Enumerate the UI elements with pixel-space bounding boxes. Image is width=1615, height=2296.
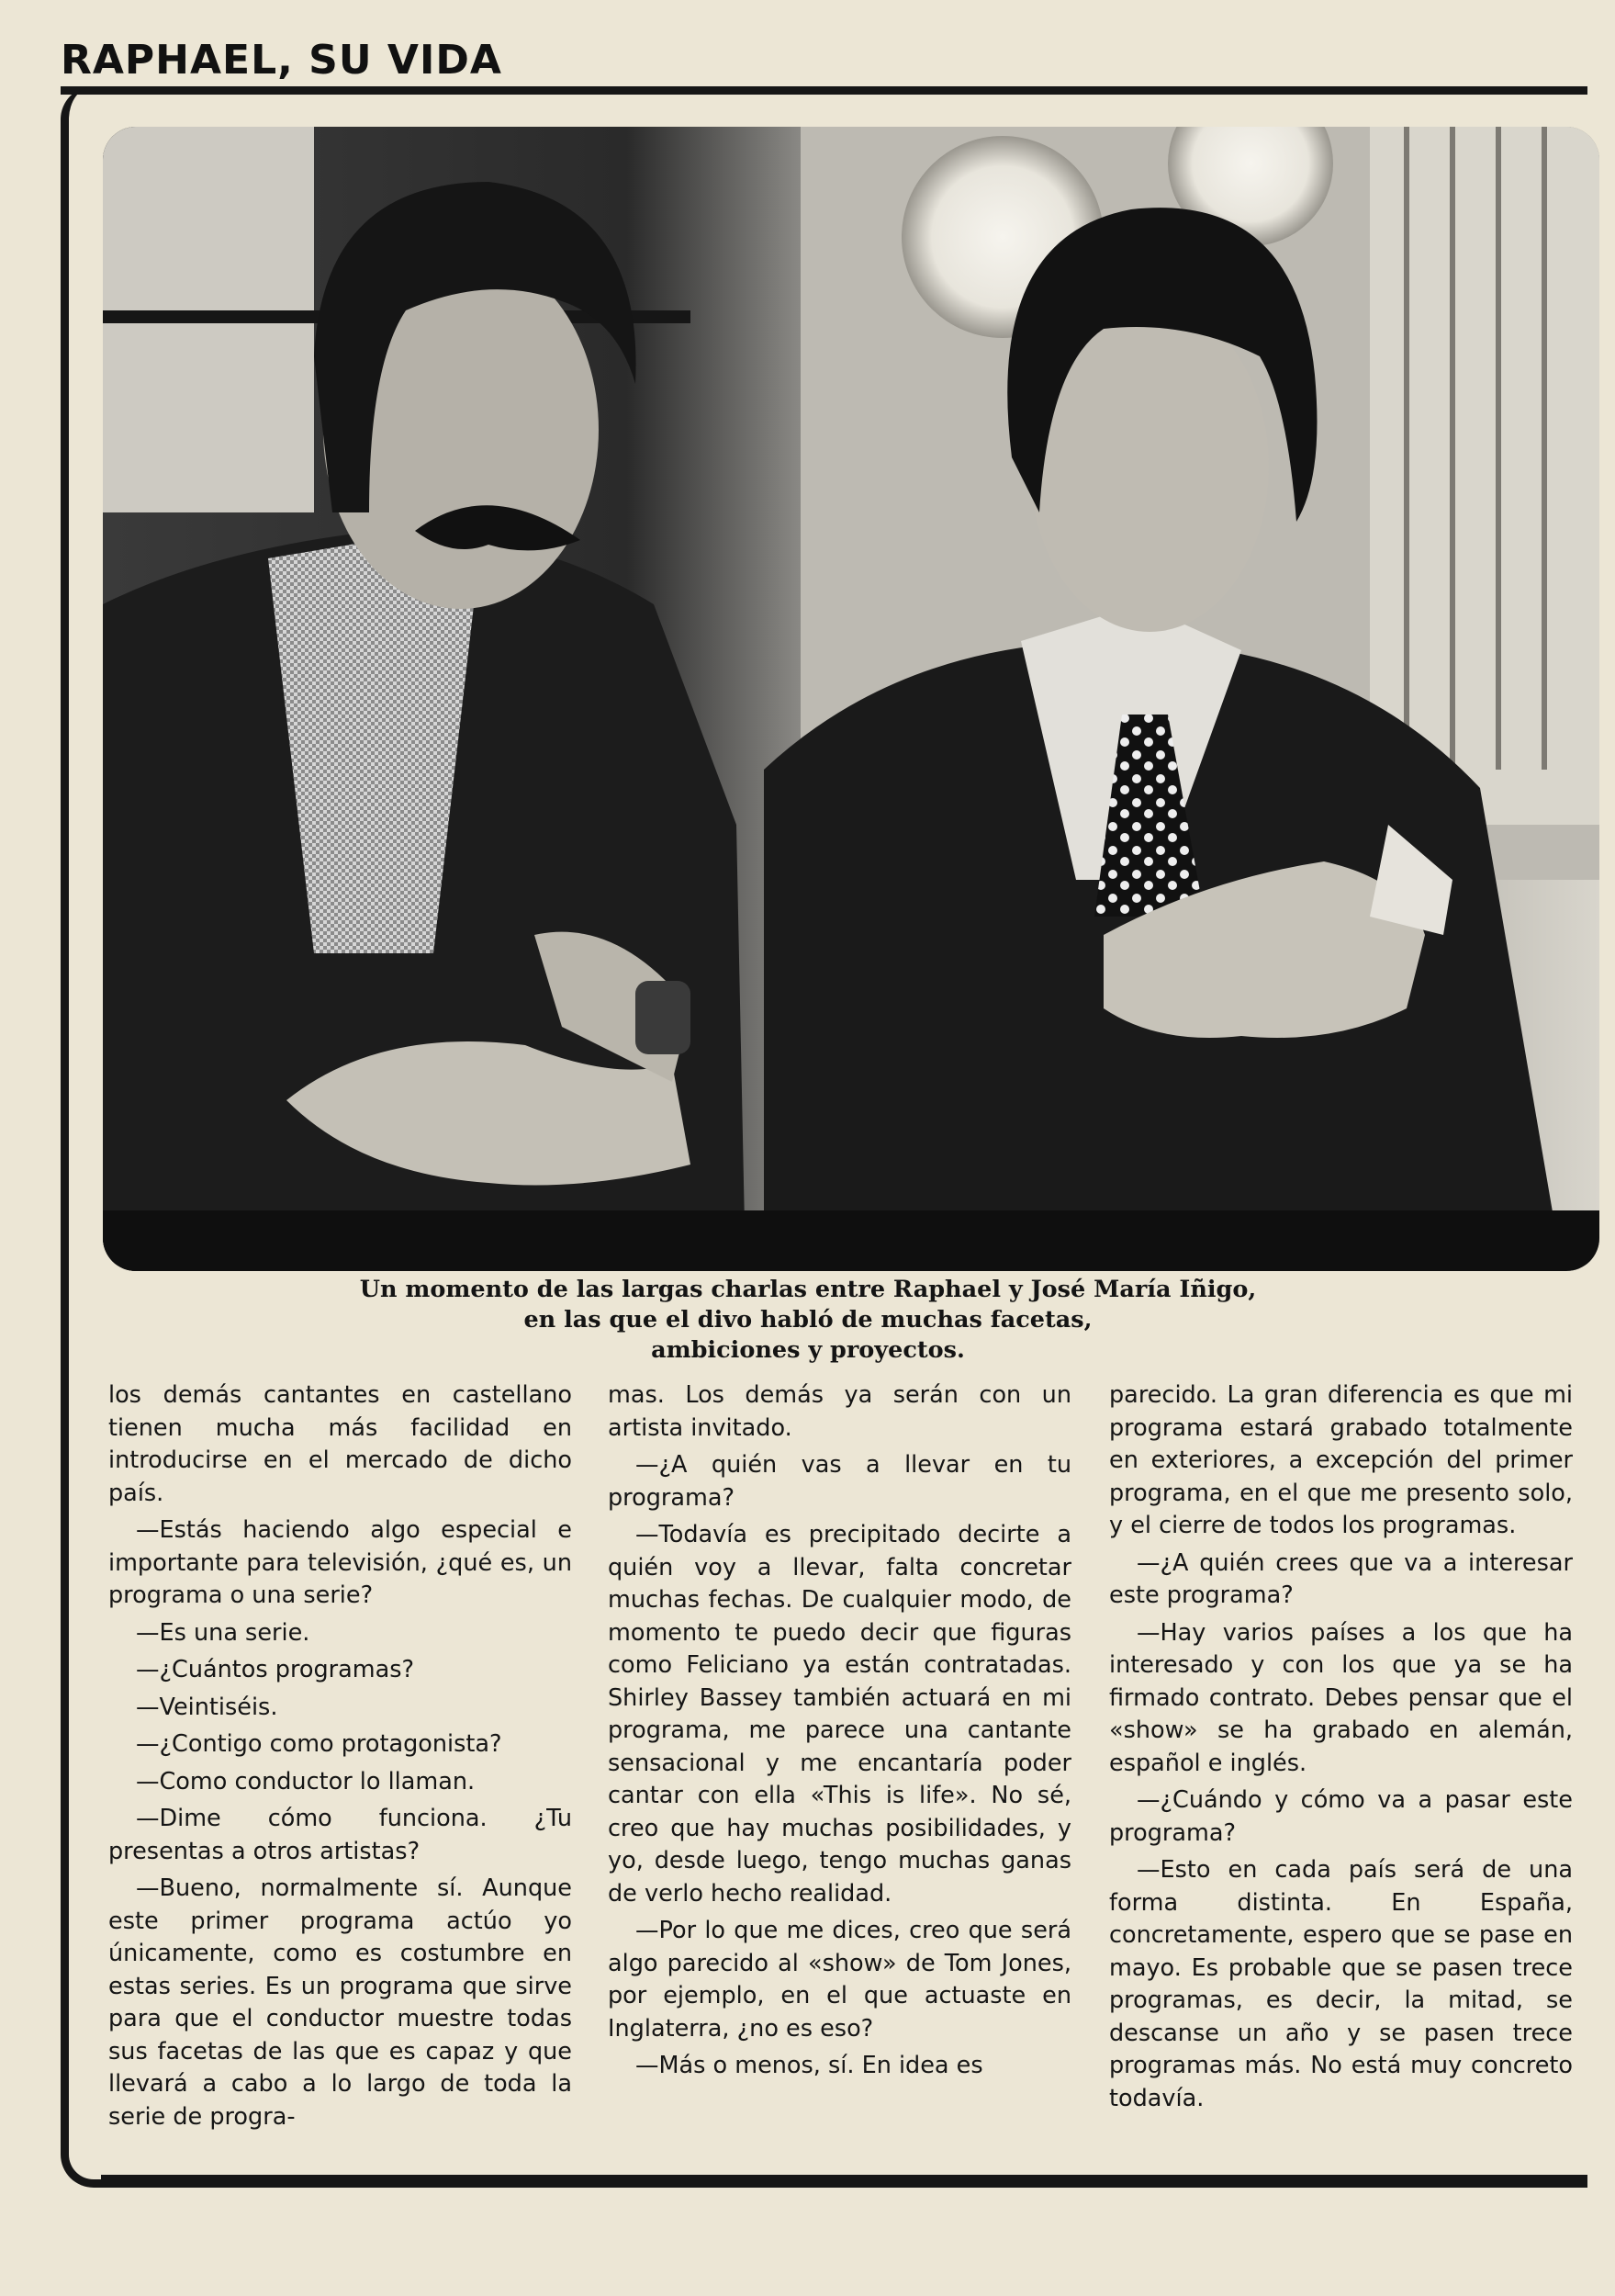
- paragraph: —¿A quién vas a llevar en tu programa?: [608, 1451, 1071, 1512]
- bottom-rule: [101, 2175, 1587, 2180]
- article-column-3: [1109, 1379, 1573, 2151]
- paragraph: —¿Cuántos programas?: [136, 1656, 415, 1683]
- paragraph: mas. Los demás ya serán con un artista invitado.: [608, 1381, 1071, 1442]
- article-column-1: [108, 1379, 572, 2151]
- paragraph: —¿Cuándo y cómo va a pasar este programa?: [1109, 1786, 1573, 1847]
- paragraph: —¿A quién crees que va a interesar este programa?: [1109, 1548, 1573, 1609]
- paragraph: —Todavía es precipitado decirte a quién voy a llevar, falta concretar muchas fechas. De cualquier modo, de momento te puedo decir que figuras como Feliciano ya están contratadas. Shirley Bassey también actuará en mi programa, me parece una cantante sensacional y me encantaría poder cantar con ella «This is life». No sé, creo que hay muchas posibilidades, y yo, desde luego, tengo muchas ganas de verlo hecho realidad.: [608, 1521, 1071, 1908]
- caption-line: ambiciones y proyectos.: [651, 1336, 965, 1364]
- paragraph: —Es una serie.: [136, 1618, 310, 1647]
- section-title: RAPHAEL, SU VIDA: [61, 37, 502, 84]
- paragraph: los demás cantantes en castellano tienen mucha más facilidad en introducirse en el mercado de dicho país.: [108, 1381, 572, 1507]
- paragraph: —¿Contigo como protagonista?: [136, 1730, 502, 1758]
- paragraph: —Estás haciendo algo especial e importante para televisión, ¿qué es, un programa o una serie?: [108, 1516, 572, 1609]
- paragraph: parecido. La gran diferencia es que mi programa estará grabado totalmente en exteriores, a excepción del primer programa, en el que me presento solo, y el cierre de todos los programas.: [1109, 1381, 1573, 1539]
- photo-illustration: [103, 127, 1599, 1271]
- article-column-2: [608, 1379, 1071, 2151]
- caption-line: en las que el divo habló de muchas facetas,: [523, 1306, 1093, 1334]
- paragraph: —Esto en cada país será de una forma distinta. En España, concretamente, espero que se pase en mayo. Es probable que se pasen trece programas, es decir, la mitad, se descanse un año y se pasen trece programas más. No está muy concreto todavía.: [1109, 1856, 1573, 2112]
- paragraph: —Más o menos, sí. En idea es: [635, 2052, 983, 2079]
- paragraph: —Hay varios países a los que ha interesado y con los que ya se ha firmado contrato. Debes pensar que el «show» se ha grabado en alemán, español e inglés.: [1109, 1618, 1573, 1777]
- caption-line: Un momento de las largas charlas entre Raphael y José María Iñigo,: [359, 1276, 1257, 1303]
- article-photo: [103, 127, 1599, 1271]
- paragraph: —Dime cómo funciona. ¿Tu presentas a otros artistas?: [108, 1805, 572, 1865]
- paragraph: —Bueno, normalmente sí. Aunque este primer programa actúo yo únicamente, como es costumbre en estas series. Es un programa que sirve para que el conductor muestre todas sus facetas de las que es capaz y que llevará a cabo a lo largo de toda la serie de progra-: [108, 1874, 572, 2131]
- photo-caption: [220, 1275, 1396, 1366]
- paragraph: —Por lo que me dices, creo que será algo parecido al «show» de Tom Jones, por ejemplo, en el que actuaste en Inglaterra, ¿no es eso?: [608, 1917, 1071, 2043]
- paragraph: —Veintiséis.: [136, 1693, 278, 1721]
- paragraph: —Como conductor lo llaman.: [136, 1767, 476, 1795]
